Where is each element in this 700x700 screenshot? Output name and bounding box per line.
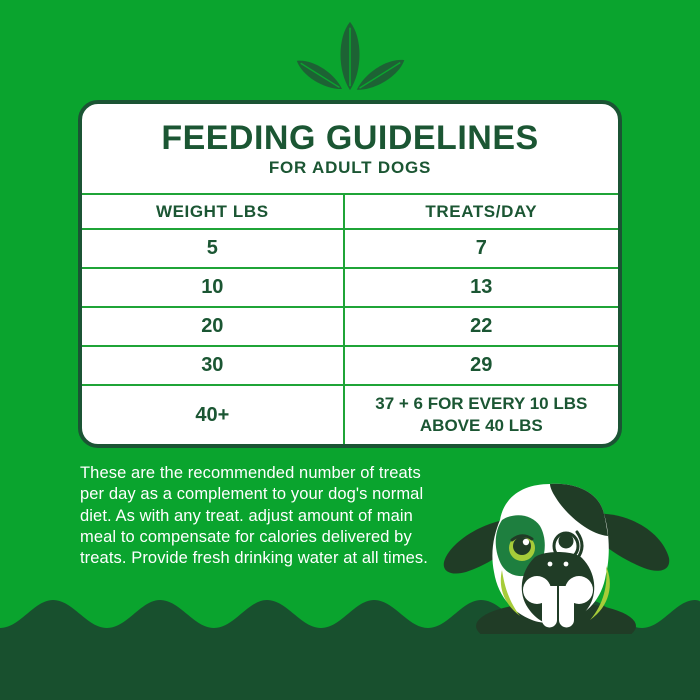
- weight-value: 40+: [82, 386, 345, 444]
- treats-value: 29: [470, 354, 493, 376]
- card-title: FEEDING GUIDELINES: [161, 119, 539, 157]
- weight-value: 5: [82, 230, 345, 267]
- table-row: [82, 345, 618, 384]
- table-row: [82, 228, 618, 267]
- card-subtitle: FOR ADULT DOGS: [268, 158, 432, 177]
- dog-mascot-icon: [438, 474, 674, 634]
- sprout-leaves-icon: [287, 16, 413, 96]
- table-row: [82, 306, 618, 345]
- treats-value: [345, 386, 618, 444]
- weight-value: 20: [82, 308, 345, 345]
- table-row: [82, 384, 618, 444]
- feeding-guidelines-card: [78, 100, 622, 448]
- treats-value: 22: [470, 315, 493, 337]
- feeding-note-text: These are the recommended number of treats per day as a complement to your dog's normal diet. As with any treat. adjust amount of main meal to compensate for calories delivered by treats. Provide fresh drinking water at all times.: [80, 464, 428, 568]
- column-header-weight: WEIGHT LBS: [82, 195, 345, 228]
- column-header-treats: TREATS/DAY: [425, 201, 538, 221]
- weight-value: 10: [82, 269, 345, 306]
- treats-value: 13: [470, 276, 493, 298]
- feeding-table: [82, 193, 618, 444]
- table-row: [82, 267, 618, 306]
- card-header: [82, 104, 618, 193]
- treats-value-text: 37 + 6 FOR EVERY 10 LBS ABOVE 40 LBS: [375, 393, 588, 435]
- table-header-row: [82, 193, 618, 228]
- treats-value: 7: [475, 237, 487, 259]
- weight-value: 30: [82, 347, 345, 384]
